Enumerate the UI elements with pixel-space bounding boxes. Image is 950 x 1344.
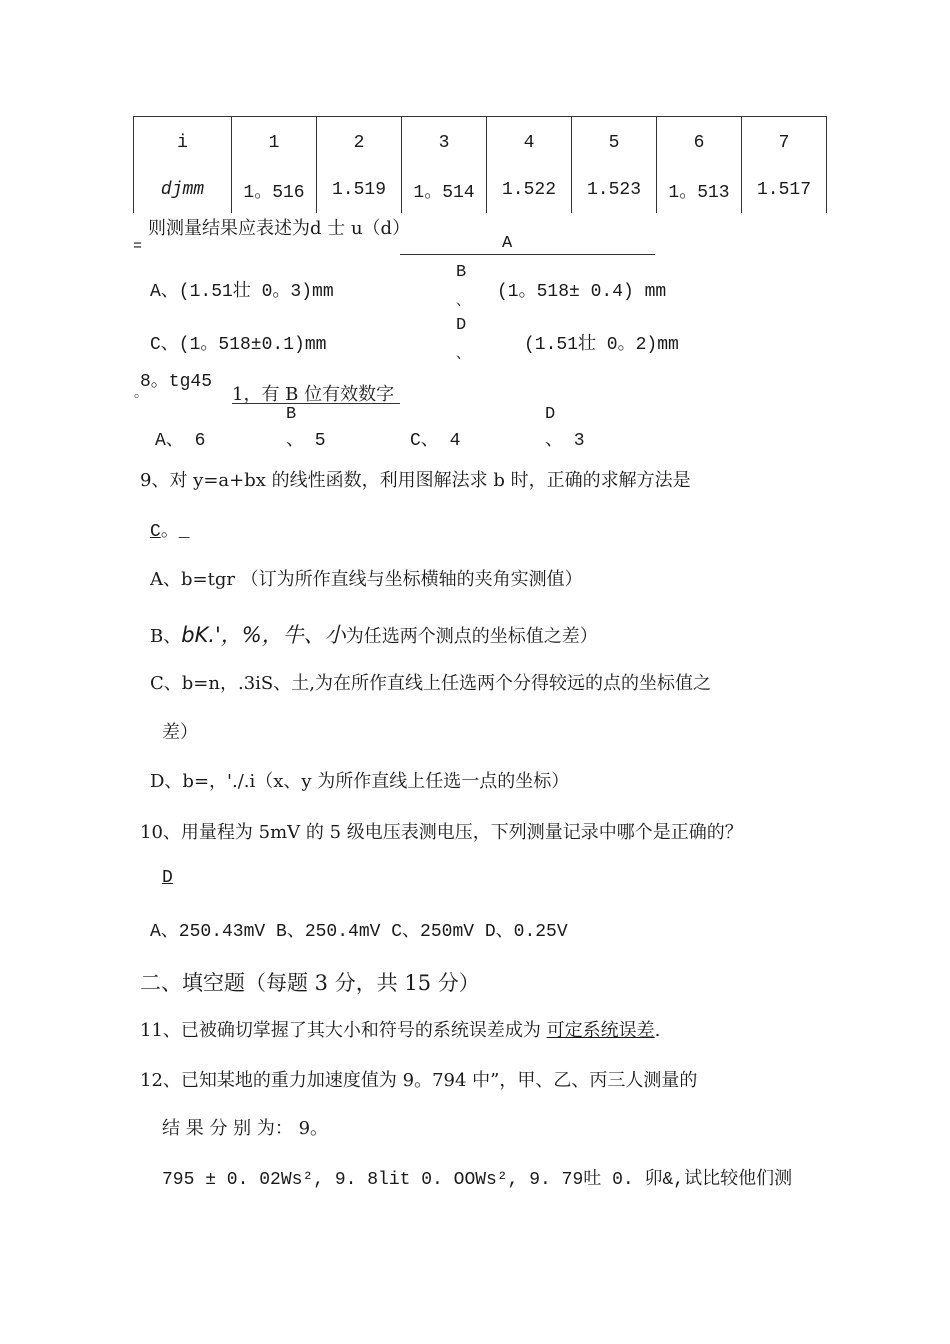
q12-line3: 795 ± 0. 02Ws², 9. 8lit 0. OOWs², 9. 79吐 0. 卯&,试比较他们测 bbox=[162, 1170, 793, 1190]
table-cell: 1.523 bbox=[572, 167, 657, 213]
q9-option-c-cont: 差） bbox=[162, 722, 198, 743]
table-header-cell: 7 bbox=[742, 117, 827, 168]
q10-options: A、250.43mV B、250.4mV C、250mV D、0.25V bbox=[150, 922, 568, 942]
q7-option-b: (1。518± 0.4) mm bbox=[497, 282, 667, 302]
q9-answer-letter: C bbox=[150, 522, 161, 542]
q8-option-c: C、 4 bbox=[410, 431, 461, 451]
q8-option-b-letter: B bbox=[286, 405, 297, 424]
q8-degree: 。 bbox=[134, 385, 148, 401]
table-cell: 1。516 bbox=[232, 167, 317, 213]
q9-option-b-prefix: B、 bbox=[150, 626, 182, 647]
q8-option-d: 、 3 bbox=[545, 431, 585, 451]
q12-line2: 结 果 分 别 为： 9。 bbox=[162, 1118, 329, 1139]
table-header-cell: 1 bbox=[232, 117, 317, 168]
q8-option-b: 、 5 bbox=[286, 431, 326, 451]
q9-option-c: C、b=n，.3iS、土,为在所作直线上任选两个分得较远的点的坐标值之 bbox=[150, 673, 711, 694]
q9-option-b-tail: 为任选两个测点的坐标值之差） bbox=[345, 626, 598, 647]
table-row bbox=[134, 117, 827, 168]
section-heading: 二、填空题（每题 3 分，共 15 分） bbox=[140, 971, 480, 995]
q7-answer: A bbox=[502, 234, 513, 253]
q7-equals: = bbox=[133, 238, 143, 255]
q8-option-d-letter: D bbox=[545, 405, 556, 424]
q10-answer: D bbox=[162, 868, 173, 888]
table-cell: djmm bbox=[134, 167, 232, 213]
q7-stem: 则测量结果应表述为d 士 u（d） bbox=[148, 218, 411, 239]
q11-stem: 11、已被确切掌握了其大小和符号的系统误差成为 bbox=[140, 1020, 547, 1041]
q9-option-a: A、b=tgr （订为所作直线与坐标横轴的夹角实测值） bbox=[150, 569, 583, 590]
table-cell: 1.519 bbox=[317, 167, 402, 213]
q7-option-d: (1.51壮 0。2)mm bbox=[524, 335, 679, 355]
q7-option-b-sep: 、 bbox=[456, 293, 470, 309]
table-header-cell: 5 bbox=[572, 117, 657, 168]
q9-option-b-formula: bK.'，%，牛、小 bbox=[181, 623, 346, 647]
q9-answer-tail: 。_ bbox=[160, 522, 190, 542]
q9-option-d: D、b=，'./.i（x、y 为所作直线上任选一点的坐标） bbox=[150, 771, 570, 792]
table-cell: 1。513 bbox=[657, 167, 742, 213]
table-cell: 1.517 bbox=[742, 167, 827, 213]
table-cell: 1.522 bbox=[487, 167, 572, 213]
table-row bbox=[134, 167, 827, 213]
table-header-cell: 2 bbox=[317, 117, 402, 168]
q11 bbox=[140, 1016, 660, 1042]
q8-stem: 1，有 B 位有效数字 bbox=[232, 384, 395, 405]
q8-number: 8。tg45 bbox=[140, 372, 213, 392]
table-header-cell: 6 bbox=[657, 117, 742, 168]
q9-stem: 9、对 y=a+bx 的线性函数，利用图解法求 b 时，正确的求解方法是 bbox=[140, 470, 691, 491]
q7-answer-line bbox=[400, 254, 655, 255]
q9-answer bbox=[150, 516, 190, 542]
table-cell: 1。514 bbox=[402, 167, 487, 213]
q11-answer: 可定系统误差 bbox=[546, 1020, 655, 1041]
q7-option-d-letter: D bbox=[456, 316, 467, 335]
measurement-table bbox=[133, 116, 827, 213]
table-header-cell: i bbox=[134, 117, 232, 168]
q7-option-d-sep: 、 bbox=[456, 346, 470, 362]
q7-option-a: A、(1.51壮 0。3)mm bbox=[150, 282, 334, 302]
q10-stem: 10、用量程为 5mV 的 5 级电压表测电压，下列测量记录中哪个是正确的？ bbox=[140, 822, 743, 843]
q12-line1: 12、已知某地的重力加速度值为 9。794 中”，甲、乙、丙三人测量的 bbox=[140, 1070, 698, 1091]
q7-option-b-letter: B bbox=[456, 263, 467, 282]
q11-end: . bbox=[654, 1020, 661, 1041]
q8-answer-line bbox=[232, 403, 400, 404]
table-header-cell: 3 bbox=[402, 117, 487, 168]
q9-option-b bbox=[150, 619, 598, 649]
q7-option-c: C、(1。518±0.1)mm bbox=[150, 335, 327, 355]
table-header-cell: 4 bbox=[487, 117, 572, 168]
q8-option-a: A、 6 bbox=[155, 431, 206, 451]
